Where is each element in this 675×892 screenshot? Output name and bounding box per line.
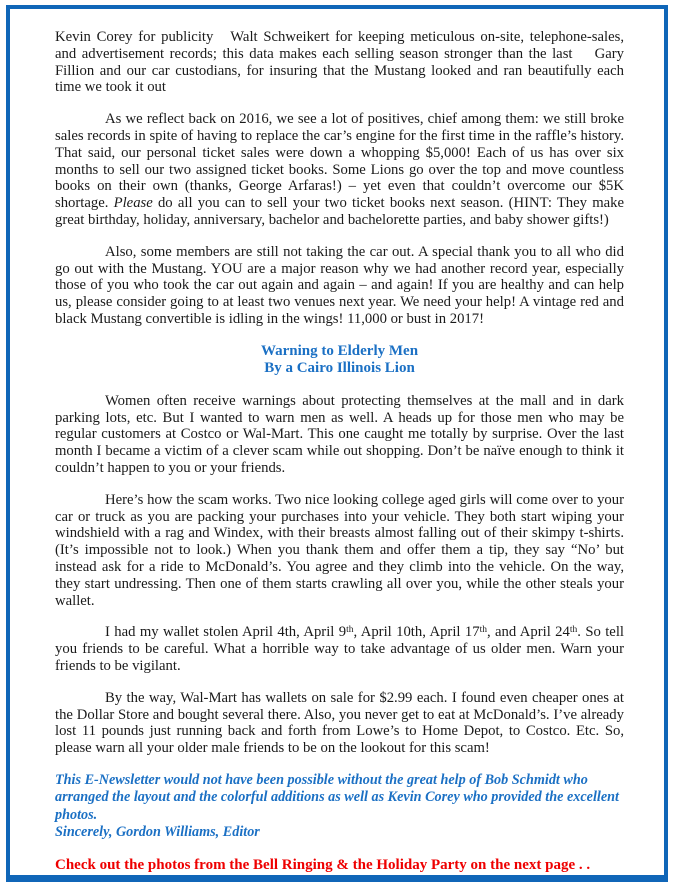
- text-segment: Here’s how the scam works. Two nice looking college aged girls will come over to your car or truck as you are packing your purchases into your vehicle. They both start wiping your windshield with a rag and Windex, with their breasts almost falling out of their skimpy t-shirts. (It’s impossible not to look.) When you thank them and offer them a tip, they say “No’ but instead ask for a ride to McDonald’s. You agree and they climb into the vehicle. On the way, they start undressing. Then one of them starts crawling all over you, while the other steals your wallet.: [55, 491, 624, 609]
- text-segment: Also, some members are still not taking the car out. A special thank you to all who did go out with the Mustang. YOU are a major reason why we had another record year, especially those of you who took the car out again and again – and again! If you are healthy and can help us, please consider going to at least two venues next year. We need your help! A vintage red and black Mustang convertible is idling in the wings! 11,000 or bust in 2017!: [55, 243, 624, 327]
- text-segment: , April 10th, April 17: [353, 624, 480, 641]
- text-segment: This E-Newsletter would not have been possible without the great help of Bob Schmidt who arranged the layout and the colorful additions as well as Kevin Corey who provided the excellent photos.: [55, 771, 619, 823]
- text-segment: Please: [113, 195, 153, 212]
- para-2016-reflection: [55, 111, 624, 229]
- para-wallets-on-sale: [55, 690, 624, 757]
- para-editor-signature: [55, 824, 624, 842]
- para-editor-credits: [55, 772, 624, 825]
- text-segment: th: [479, 625, 487, 636]
- text-segment: th: [346, 625, 354, 636]
- heading-line: By a Cairo Illinois Lion: [264, 360, 415, 377]
- text-segment: do all you can to sell your two ticket books next season. (HINT: They make great birthday, holiday, anniversary, bachelor and bachelorette parties, and baby shower gifts!): [55, 195, 624, 228]
- text-segment: Check out the photos from the Bell Ringing & the Holiday Party on the next page . .: [55, 856, 591, 873]
- para-next-page-callout: [55, 857, 624, 875]
- text-segment: Women often receive warnings about protecting themselves at the mall and in dark parking lots, etc. But I wanted to warn men as well. A heads up for those men who may be regular customers at Costco or Wal-Mart. This one caught me totally by surprise. Over the last month I became a victim of a clever scam while out shopping. Don’t be naïve enough to think it couldn’t happen to you or your friends.: [55, 392, 624, 476]
- para-take-car-out: [55, 244, 624, 328]
- para-wallet-stolen-dates: [55, 624, 624, 674]
- para-warning-intro: [55, 393, 624, 477]
- text-segment: , and April 24: [486, 624, 570, 641]
- para-scam-description: [55, 492, 624, 610]
- section-heading-warning: [55, 343, 624, 378]
- document-body: [55, 29, 624, 889]
- para-acknowledgements: [55, 29, 624, 96]
- text-segment: . So tell you friends to be careful. What a horrible way to take advantage of us older men. Warn your friends to be vigilant.: [55, 624, 624, 674]
- text-segment: As we reflect back on 2016, we see a lot of positives, chief among them: we still broke sales records in spite of having to replace the car’s engine for the first time in the raffle’s history. That said, our personal ticket sales were down a whopping $5,000! Each of us has over six months to sell our two assigned ticket books. Some Lions go over the top and move countless books on their own (thanks, George Arfaras!) – yet even that couldn’t overcome our $5K shortage.: [55, 111, 624, 212]
- text-segment: Sincerely, Gordon Williams, Editor: [55, 824, 260, 841]
- text-segment: Kevin Corey for publicity Walt Schweikert for keeping meticulous on-site, telephone-sales, and advertisement records; this data makes each selling season stronger than the last Gary Fillion and our car custodians, for insuring that the Mustang looked and ran beautifully each time we took it out: [55, 29, 624, 96]
- text-segment: I had my wallet stolen April 4th, April 9: [105, 624, 347, 641]
- text-segment: By the way, Wal-Mart has wallets on sale for $2.99 each. I found even cheaper ones at the Dollar Store and bought several there. Also, you never get to eat at McDonald’s. I’ve already lost 11 pounds just running back and forth from Lowe’s to Home Depot, to Costco. Etc. So, please warn all your older male friends to be on the lookout for this scam!: [55, 689, 624, 757]
- heading-line: Warning to Elderly Men: [260, 342, 419, 359]
- text-segment: th: [569, 625, 578, 636]
